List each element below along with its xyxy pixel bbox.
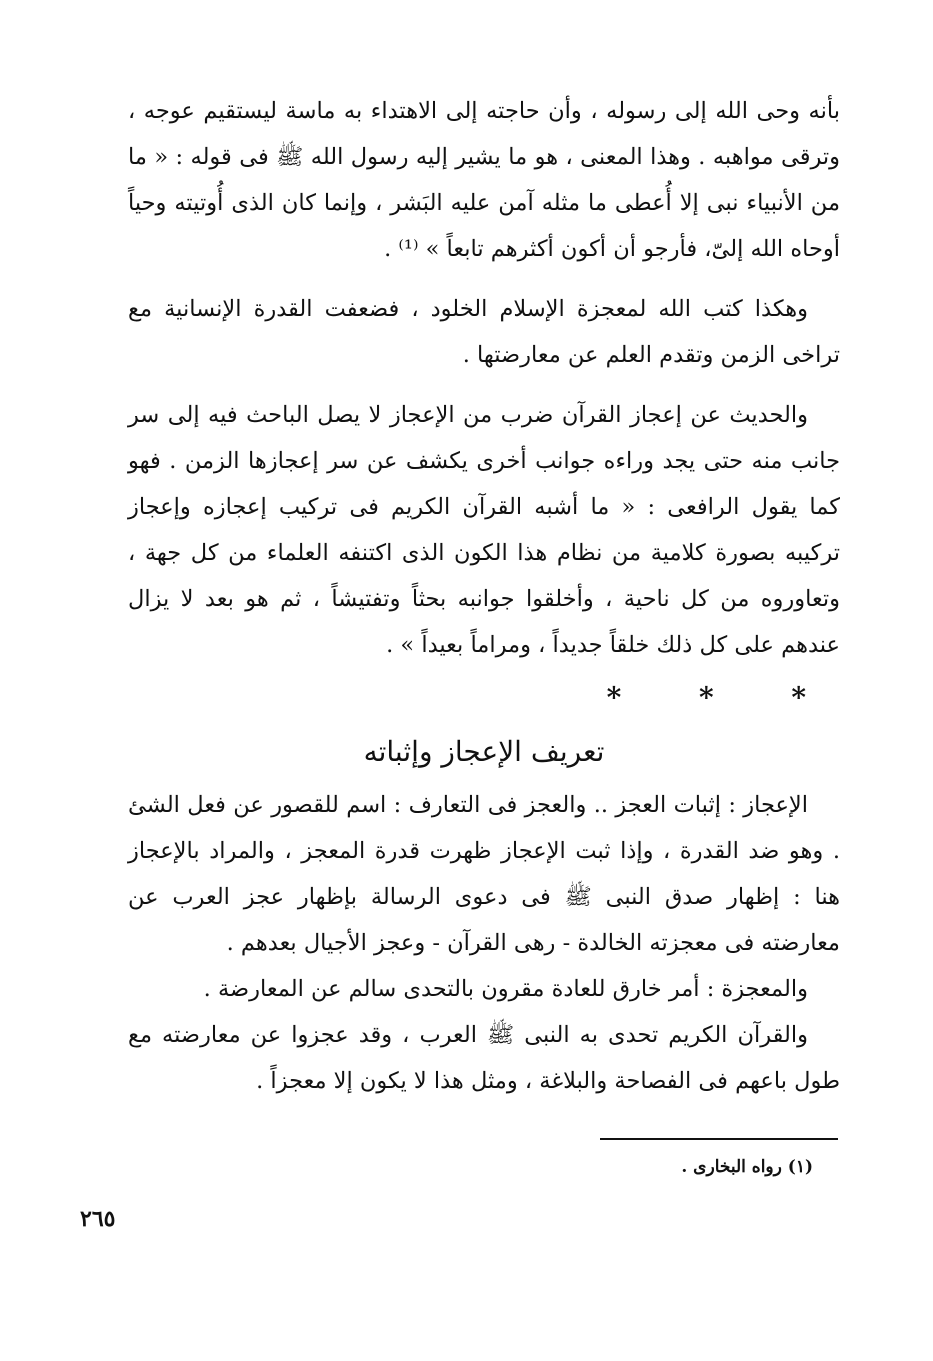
footnote: (١) رواه البخارى . — [681, 1157, 813, 1177]
paragraph-mujiza-definition: والمعجزة : أمر خارق للعادة مقرون بالتحدى سالم عن المعارضة . — [203, 976, 808, 1002]
section-divider: * * * — [606, 681, 840, 714]
section-heading: تعريف الإعجاز وإثباته — [363, 735, 605, 768]
paragraph-eternity: وهكذا كتب الله لمعجزة الإسلام الخلود ، فضعفت القدرة الإنسانية مع تراخى الزمن وتقدم العلم عن معارضتها . — [128, 296, 840, 368]
paragraph-revelation: بأنه وحى الله إلى رسوله ، وأن حاجته إلى الاهتداء به ماسة ليستقيم عوجه ، وترقى مواهبه . وهذا المعنى ، هو ما يشير إليه رسول الله ﷺ فى قوله : « ما من الأنبياء نبى إلا أُعطى ما مثله آمن عليه البَشر ، وإنما كان الذى أُوتيته وحياً أوحاه الله إلىّ، فأرجو أن أكون أكثرهم تابعاً » ⁽¹⁾ . — [128, 98, 840, 262]
paragraph-quran-challenge: والقرآن الكريم تحدى به النبى ﷺ العرب ، وقد عجزوا عن معارضته مع طول باعهم فى الفصاحة والبلاغة ، ومثل هذا لا يكون إلا معجزاً . — [128, 1022, 840, 1094]
page-body — [128, 88, 840, 1104]
footnote-divider — [600, 1138, 838, 1140]
paragraph-ijaz-definition: الإعجاز : إثبات العجز .. والعجز فى التعارف : اسم للقصور عن فعل الشئ . وهو ضد القدرة ، وإذا ثبت الإعجاز ظهرت قدرة المعجز ، والمراد بالإعجاز هنا : إظهار صدق النبى ﷺ فى دعوى الرسالة بإظهار عجز العرب عن معارضته فى معجزته الخالدة - رهى القرآن - وعجز الأجيال بعدهم . — [128, 792, 840, 956]
paragraph-rafii-quote: والحديث عن إعجاز القرآن ضرب من الإعجاز لا يصل الباحث فيه إلى سر جانب منه حتى يجد وراءه جوانب أخرى يكشف عن سر إعجازها الزمن . فهو كما يقول الرافعى : « ما أشبه القرآن الكريم فى تركيب إعجازه وإعجاز تركيبه بصورة كلامية من نظام هذا الكون الذى اكتنفه العلماء من كل جهة ، وتعاوروه من كل ناحية ، وأخلقوا جوانبه بحثاً وتفتيشاً ، ثم هو بعد لا يزال عندهم على كل ذلك خلقاً جديداً ، ومراماً بعيداً » . — [128, 402, 840, 658]
page-number: ٢٦٥ — [80, 1206, 116, 1232]
